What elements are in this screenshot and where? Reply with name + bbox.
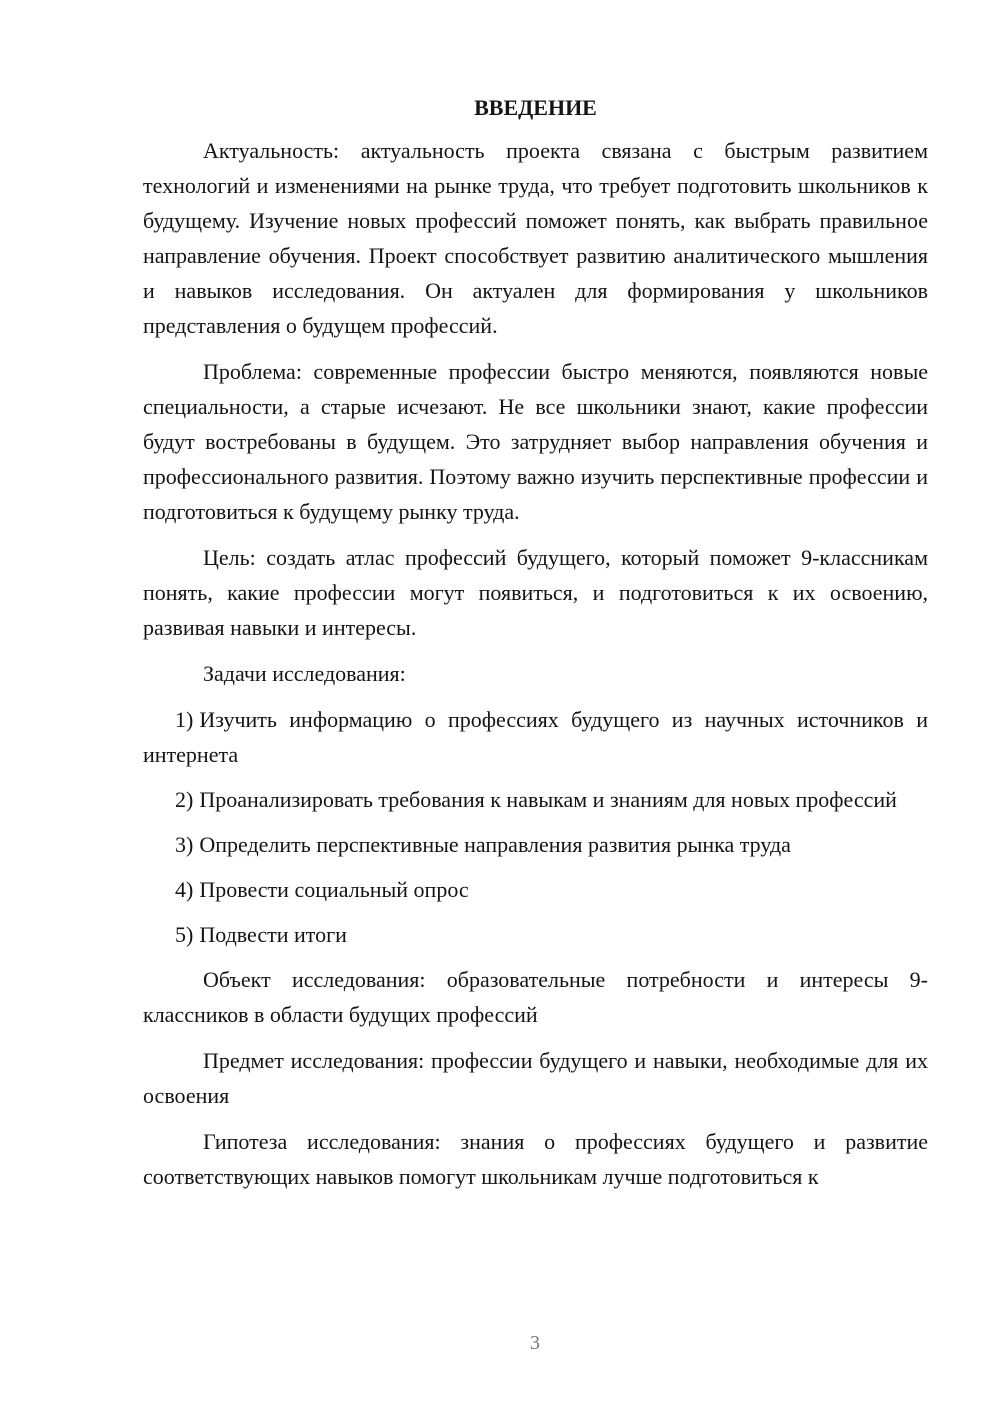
task-number: 2): [175, 787, 194, 812]
object-paragraph: Объект исследования: образовательные потребности и интересы 9-классников в области будущих профессий: [143, 967, 928, 1027]
task-item-5: [143, 917, 928, 952]
task-item-1: [143, 702, 928, 772]
tasks-heading: Задачи исследования:: [203, 661, 406, 686]
task-text: Определить перспективные направления развития рынка труда: [199, 832, 791, 857]
relevance-paragraph: Актуальность: актуальность проекта связана с быстрым развитием технологий и изменениями на рынке труда, что требует подготовить школьников к будущему. Изучение новых профессий поможет понять, как выбрать правильное направление обучения. Проект способствует развитию аналитического мышления и навыков исследования. Он актуален для формирования у школьников представления о будущем профессий.: [143, 138, 928, 338]
page-number: 3: [530, 1332, 540, 1354]
problem-paragraph: Проблема: современные профессии быстро меняются, появляются новые специальности, а старые исчезают. Не все школьники знают, какие профессии будут востребованы в будущем. Это затрудняет выбор направления обучения и профессионального развития. Поэтому важно изучить перспективные профессии и подготовиться к будущему рынку труда.: [143, 359, 928, 524]
task-number: 1): [175, 707, 194, 732]
task-text: Проанализировать требования к навыкам и знаниям для новых профессий: [199, 787, 897, 812]
task-text: Подвести итоги: [199, 922, 347, 947]
goal-paragraph: Цель: создать атлас профессий будущего, который поможет 9-классникам понять, какие профессии могут появиться, и подготовиться к их освоению, развивая навыки и интересы.: [143, 545, 928, 640]
task-number: 4): [175, 877, 194, 902]
page-content: [143, 90, 928, 1205]
hypothesis-paragraph: Гипотеза исследования: знания о профессиях будущего и развитие соответствующих навыков помогут школьникам лучше подготовиться к: [143, 1129, 928, 1189]
task-item-2: [143, 782, 928, 817]
task-number: 5): [175, 922, 194, 947]
task-number: 3): [175, 832, 194, 857]
task-text: Изучить информацию о профессиях будущего из научных источников и интернета: [143, 707, 928, 767]
task-item-4: [143, 872, 928, 907]
task-item-3: [143, 827, 928, 862]
task-text: Провести социальный опрос: [199, 877, 469, 902]
subject-paragraph: Предмет исследования: профессии будущего и навыки, необходимые для их освоения: [143, 1048, 928, 1108]
section-title: ВВЕДЕНИЕ: [474, 95, 597, 120]
